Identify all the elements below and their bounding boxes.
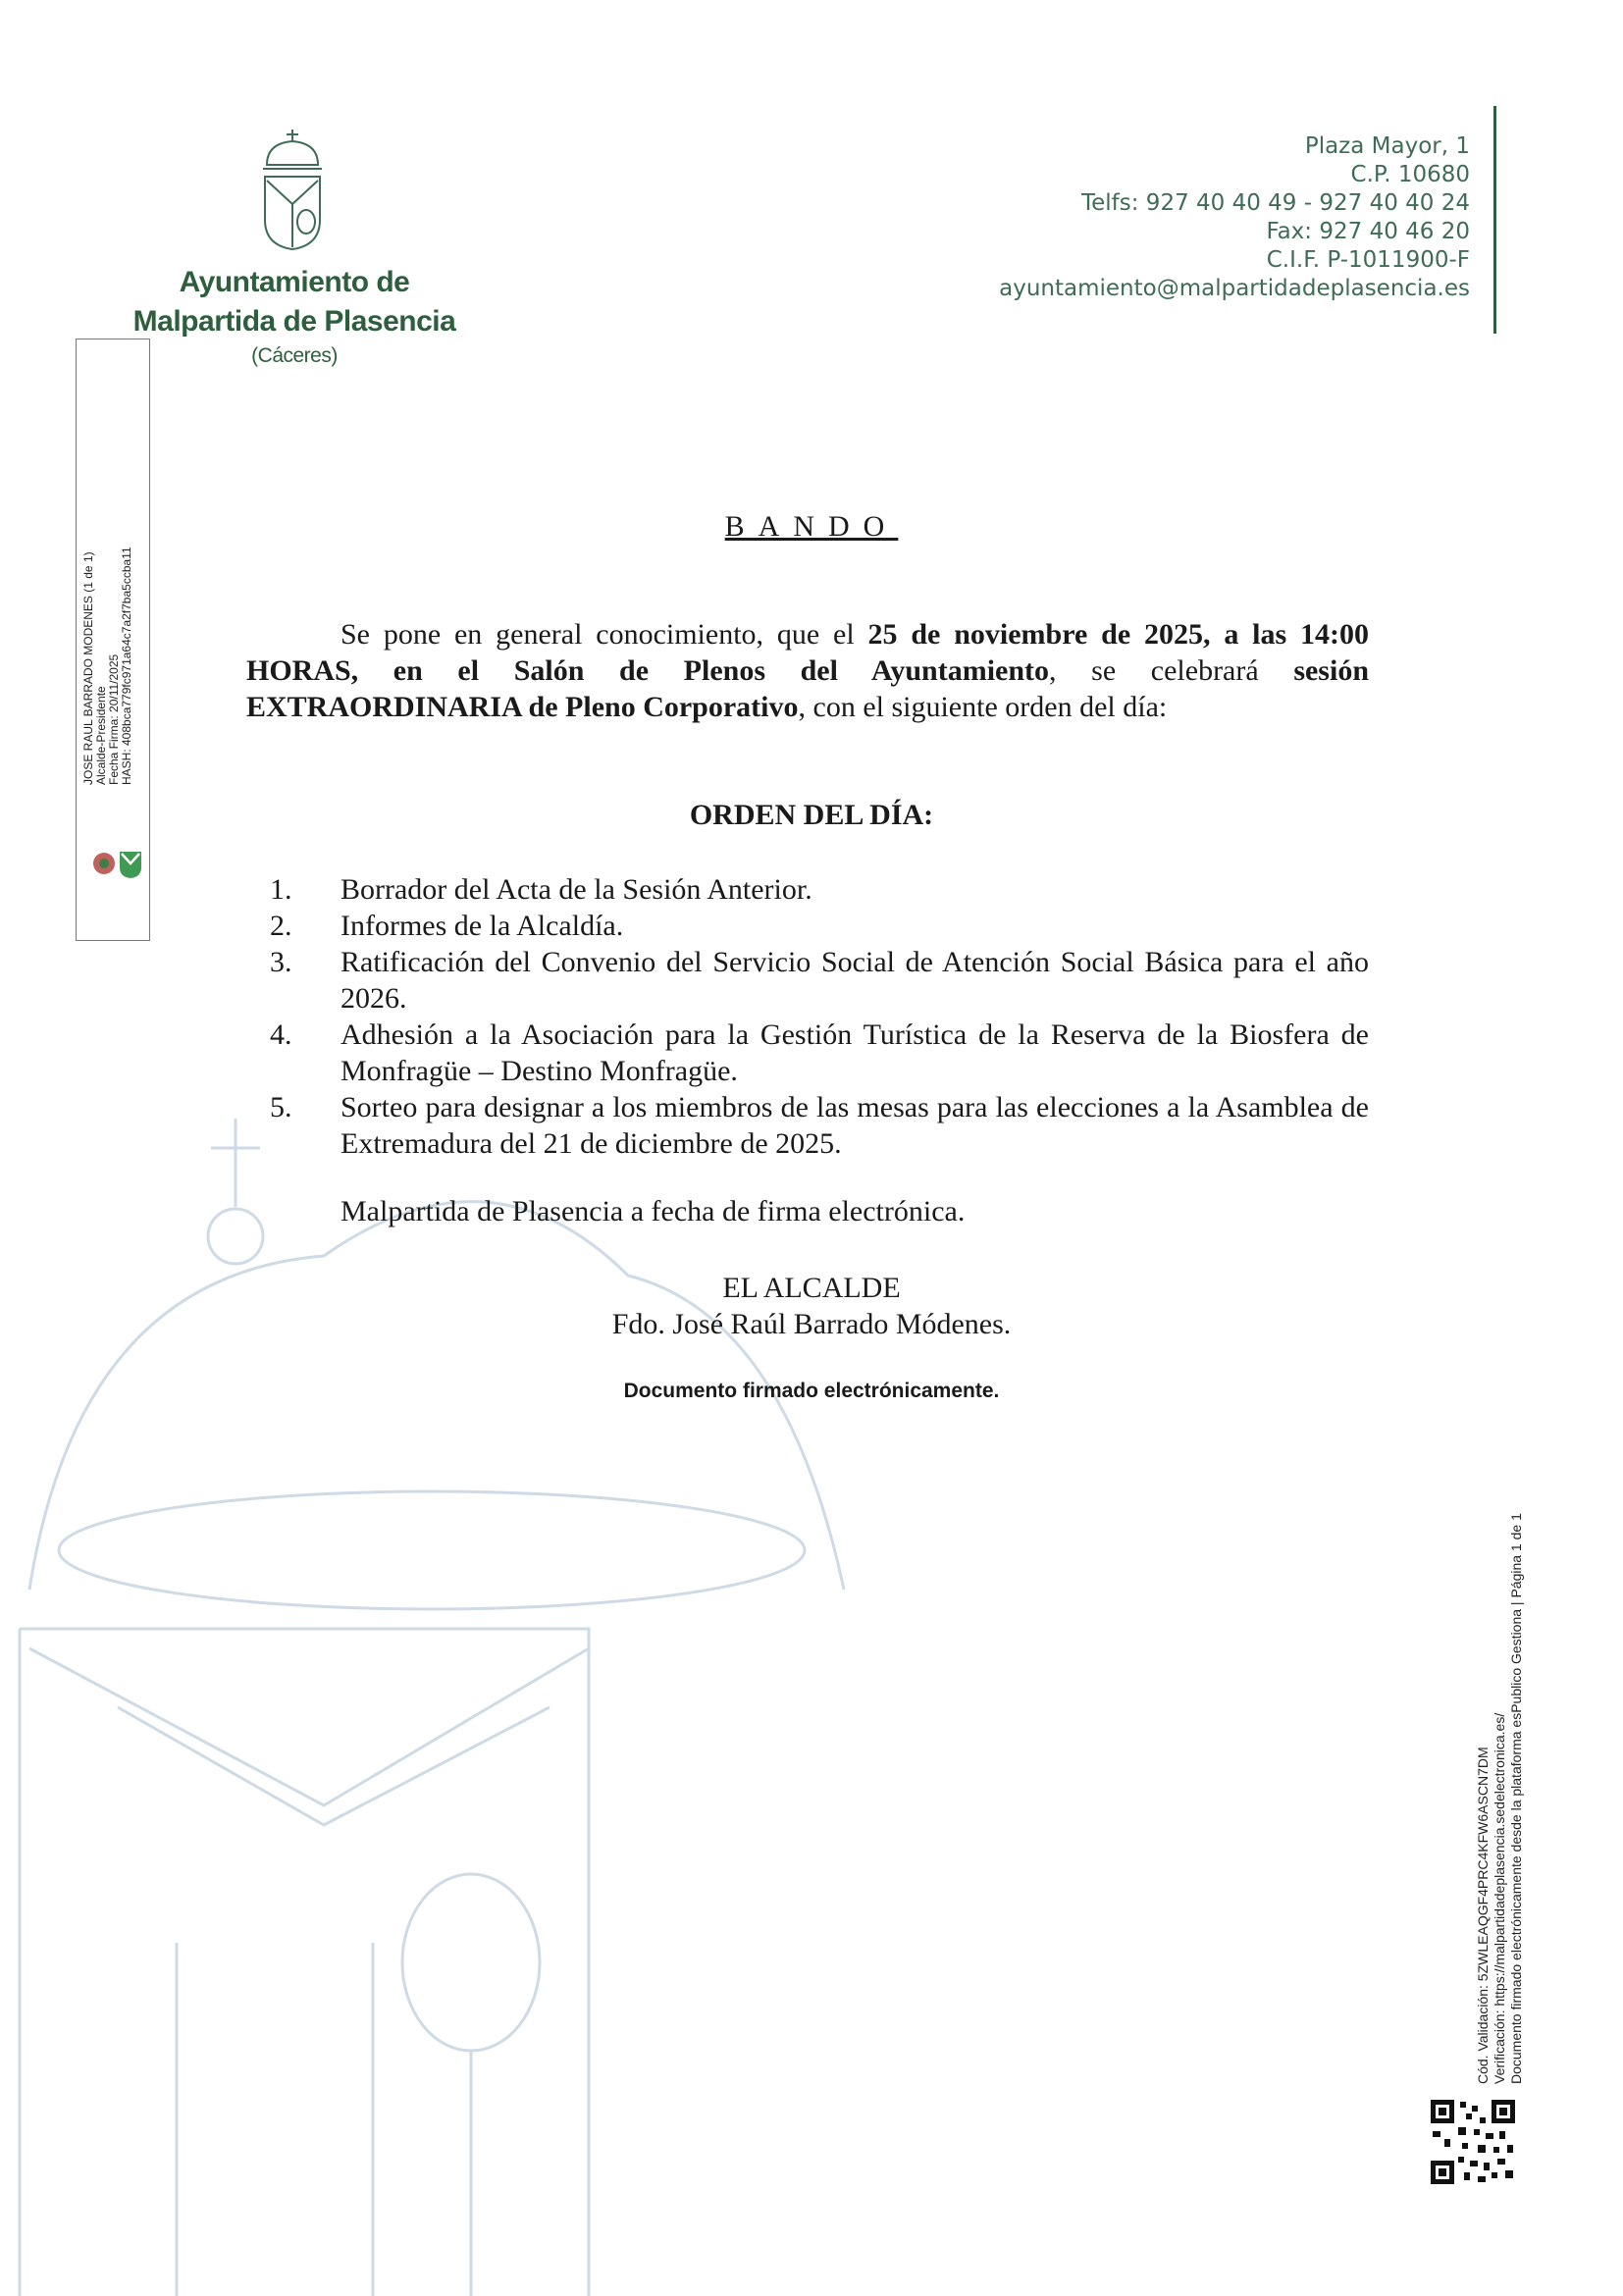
signature-role: Alcalde-Presidente	[94, 686, 108, 785]
agenda-number: 5.	[270, 1091, 292, 1123]
electronic-signature-note: Documento firmado electrónicamente.	[623, 1380, 1000, 1402]
agenda-number: 3.	[270, 946, 292, 978]
contact-phones: Telfs: 927 40 40 49 - 927 40 40 24	[1080, 190, 1470, 216]
agenda-list	[246, 871, 1369, 1162]
place-and-date: Malpartida de Plasencia a fecha de firma electrónica.	[340, 1195, 966, 1227]
agenda-number: 2.	[270, 910, 292, 942]
intro-part-3: , se celebrará	[1049, 654, 1294, 687]
signer-role: EL ALCALDE	[722, 1272, 901, 1304]
intro-date-place: 25 de noviembre de 2025, a las 14:00 HORAS, en el Salón de Plenos del Ayuntamiento	[246, 618, 1369, 687]
agenda-text: Adhesión a la Asociación para la Gestión Turística de la Reserva de la Biosfera de Monfragüe – Destino Monfragüe.	[340, 1018, 1369, 1087]
agenda-text: Informes de la Alcaldía.	[340, 910, 624, 942]
org-line-1: Ayuntamiento de	[179, 266, 410, 298]
verification-platform: Documento firmado electrónicamente desde la plataforma esPublico Gestiona | Página 1 de 1	[1508, 1513, 1524, 2084]
document-title: BANDO	[724, 510, 899, 543]
agenda-number: 1.	[270, 873, 292, 906]
contact-fax: Fax: 927 40 46 20	[1266, 219, 1470, 244]
organization-name	[128, 263, 461, 371]
agenda-item	[246, 908, 1369, 944]
intro-part-5: , con el siguiente orden del día:	[798, 691, 1168, 723]
signer-block	[0, 1270, 1623, 1342]
agenda-item	[246, 944, 1369, 1017]
watermark-crest	[0, 1079, 981, 2296]
org-line-2: Malpartida de Plasencia	[132, 305, 456, 338]
signature-seal-icon	[90, 846, 145, 879]
qr-code-icon	[1429, 2098, 1517, 2186]
signature-date: Fecha Firma: 20/11/2025	[107, 653, 121, 785]
intro-session-type: sesión EXTRAORDINARIA de Pleno Corporativo	[246, 654, 1369, 723]
contact-postal-code: C.P. 10680	[1350, 162, 1470, 187]
header-divider	[1493, 106, 1496, 334]
verification-text	[1475, 1513, 1525, 2084]
contact-address: Plaza Mayor, 1	[1304, 133, 1470, 159]
agenda-text: Sorteo para designar a los miembros de las mesas para las elecciones a la Asamblea de Extremadura del 21 de diciembre de 2025.	[340, 1091, 1369, 1160]
signer-name: Fdo. José Raúl Barrado Módenes.	[611, 1308, 1012, 1340]
contact-email: ayuntamiento@malpartidadeplasencia.es	[999, 276, 1470, 301]
agenda-text: Ratificación del Convenio del Servicio Social de Atención Social Básica para el año 2026.	[340, 946, 1369, 1015]
contact-block	[999, 132, 1470, 303]
agenda-item	[246, 871, 1369, 908]
agenda-text: Borrador del Acta de la Sesión Anterior.	[340, 873, 812, 906]
signature-hash: HASH: 408bca779fc971a64c7a2f7ba5ccba11	[120, 547, 133, 785]
intro-part-1: Se pone en general conocimiento, que el	[340, 618, 868, 651]
org-province: (Cáceres)	[251, 344, 338, 367]
agenda-heading: ORDEN DEL DÍA:	[689, 799, 934, 831]
signature-panel-text	[82, 547, 133, 785]
verification-code: Cód. Validación: 5ZWLEAQGF4PRC4KFW6ASCN7DM	[1475, 1747, 1491, 2084]
municipal-crest-icon	[257, 126, 328, 253]
verification-url: Verificación: https://malpartidadeplasencia.sedelectronica.es/	[1492, 1712, 1507, 2084]
agenda-item	[246, 1017, 1369, 1089]
agenda-item	[246, 1089, 1369, 1162]
contact-cif: C.I.F. P-1011900-F	[1266, 247, 1470, 273]
agenda-number: 4.	[270, 1018, 292, 1051]
intro-paragraph	[246, 616, 1369, 725]
signature-signer: JOSE RAUL BARRADO MODENES (1 de 1)	[81, 551, 95, 785]
